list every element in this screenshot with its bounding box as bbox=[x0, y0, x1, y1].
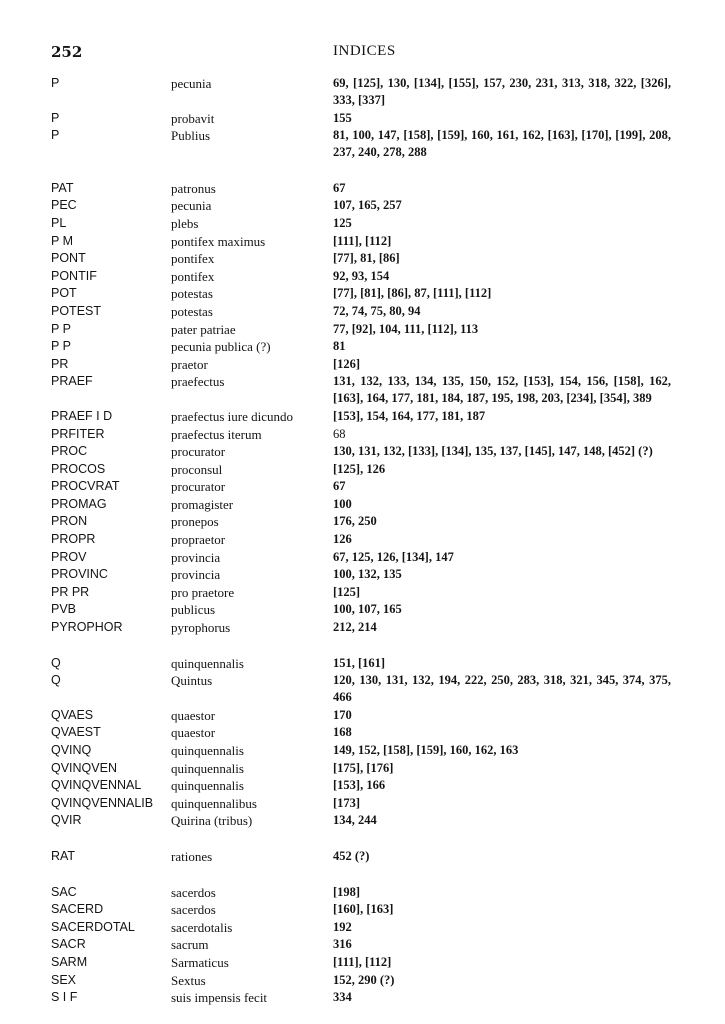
entry-expansion: patronus bbox=[171, 180, 216, 196]
entry-expansion: Sarmaticus bbox=[171, 954, 229, 970]
entry-abbreviation: PR bbox=[51, 356, 69, 371]
entry-expansion: praefectus iure dicundo bbox=[171, 408, 294, 424]
entry-expansion: pro praetore bbox=[171, 584, 235, 600]
entry-expansion: Sextus bbox=[171, 972, 206, 988]
entry-references: 151, [161] bbox=[333, 655, 386, 670]
entry-expansion: quinquennalis bbox=[171, 655, 244, 671]
entry-abbreviation: PRON bbox=[51, 514, 88, 529]
entry-references: 67 bbox=[333, 479, 346, 494]
entry-abbreviation: QVAEST bbox=[51, 725, 101, 740]
entry-expansion: quaestor bbox=[171, 725, 216, 741]
entry-expansion: pontifex maximus bbox=[171, 233, 266, 249]
entry-references: 131, 132, 133, 134, 135, 150, 152, [153], 154, 156, [158], 162, [163], 164, 177, 181, 184, 187, 195, 198, 203, [234], [354], 389 bbox=[333, 374, 671, 406]
entry-abbreviation: PROV bbox=[51, 549, 87, 564]
entry-abbreviation: PROCOS bbox=[51, 461, 106, 476]
index-entry bbox=[51, 707, 691, 724]
entry-abbreviation: QVINQVENNALIB bbox=[51, 795, 154, 810]
entry-abbreviation: POT bbox=[51, 286, 77, 301]
entry-abbreviation: SARM bbox=[51, 954, 88, 969]
index-entry bbox=[51, 408, 691, 425]
entry-expansion: praefectus bbox=[171, 374, 225, 390]
entry-expansion: pronepos bbox=[171, 514, 219, 530]
index-entry bbox=[51, 496, 691, 513]
index-entry bbox=[51, 549, 691, 566]
entry-expansion: procurator bbox=[171, 444, 226, 460]
entry-abbreviation: SAC bbox=[51, 884, 77, 899]
entry-abbreviation: QVIR bbox=[51, 813, 82, 828]
entry-abbreviation: POTEST bbox=[51, 303, 102, 318]
index-entry bbox=[51, 443, 691, 460]
entry-abbreviation: QVAES bbox=[51, 707, 94, 722]
section-gap bbox=[51, 830, 691, 848]
entry-abbreviation: PAT bbox=[51, 180, 74, 195]
entry-expansion: pontifex bbox=[171, 251, 215, 267]
entry-abbreviation: SEX bbox=[51, 972, 77, 987]
index-entry bbox=[51, 672, 691, 706]
entry-expansion: quinquennalis bbox=[171, 778, 244, 794]
entry-expansion: quinquennalibus bbox=[171, 795, 257, 811]
entry-references: 81, 100, 147, [158], [159], 160, 161, 162, [163], [170], [199], 208, 237, 240, 278, 288 bbox=[333, 128, 671, 160]
entry-abbreviation: QVINQVENNAL bbox=[51, 778, 142, 793]
entry-references: 170 bbox=[333, 707, 352, 722]
index-entry bbox=[51, 724, 691, 741]
entry-references: [77], [81], [86], 87, [111], [112] bbox=[333, 286, 492, 301]
entry-references: [126] bbox=[333, 356, 361, 371]
entry-expansion: suis impensis fecit bbox=[171, 990, 268, 1006]
entry-references: 81 bbox=[333, 339, 346, 354]
entry-references: 152, 290 (?) bbox=[333, 972, 395, 987]
index-entry bbox=[51, 760, 691, 777]
entry-abbreviation: Q bbox=[51, 673, 61, 688]
entry-references: [153], 154, 164, 177, 181, 187 bbox=[333, 408, 486, 423]
entry-expansion: promagister bbox=[171, 496, 234, 512]
index-entry bbox=[51, 531, 691, 548]
entry-expansion: pecunia publica (?) bbox=[171, 339, 271, 355]
entry-references: [153], 166 bbox=[333, 778, 386, 793]
index-entry bbox=[51, 426, 691, 443]
entry-references: 316 bbox=[333, 937, 352, 952]
index-entry bbox=[51, 954, 691, 971]
entry-references: 68 bbox=[333, 426, 346, 441]
entry-expansion: sacerdotalis bbox=[171, 919, 233, 935]
index-entry bbox=[51, 338, 691, 355]
entry-abbreviation: PRAEF I D bbox=[51, 408, 113, 423]
entry-references: [160], [163] bbox=[333, 902, 394, 917]
entry-references: 100, 107, 165 bbox=[333, 602, 402, 617]
entry-references: 69, [125], 130, [134], [155], 157, 230, 231, 313, 318, 322, [326], 333, [337] bbox=[333, 76, 671, 107]
index-entry bbox=[51, 848, 691, 865]
index-entry bbox=[51, 321, 691, 338]
entry-abbreviation: PONT bbox=[51, 251, 86, 266]
entry-abbreviation: P M bbox=[51, 233, 73, 248]
entry-abbreviation: Q bbox=[51, 655, 61, 670]
entry-abbreviation: PEC bbox=[51, 198, 77, 213]
index-table bbox=[51, 75, 691, 1007]
entry-expansion: propraetor bbox=[171, 532, 226, 548]
entry-expansion: pyrophorus bbox=[171, 620, 231, 636]
entry-abbreviation: PVB bbox=[51, 602, 77, 617]
page-header bbox=[51, 43, 691, 63]
entry-abbreviation: RAT bbox=[51, 848, 76, 863]
index-entry bbox=[51, 197, 691, 214]
entry-references: [173] bbox=[333, 795, 361, 810]
entry-expansion: publicus bbox=[171, 602, 216, 618]
index-entry bbox=[51, 461, 691, 478]
entry-expansion: sacerdos bbox=[171, 902, 216, 918]
entry-expansion: Quirina (tribus) bbox=[171, 813, 253, 829]
index-entry bbox=[51, 75, 691, 109]
entry-expansion: rationes bbox=[171, 848, 213, 864]
entry-abbreviation: QVINQ bbox=[51, 743, 92, 757]
entry-expansion: provincia bbox=[171, 567, 221, 583]
index-entry bbox=[51, 584, 691, 601]
entry-expansion: Publius bbox=[171, 128, 211, 144]
entry-references: [125] bbox=[333, 584, 361, 599]
index-entry bbox=[51, 513, 691, 530]
index-entry bbox=[51, 795, 691, 812]
entry-references: 134, 244 bbox=[333, 813, 377, 828]
index-entry bbox=[51, 742, 691, 759]
entry-expansion: potestas bbox=[171, 286, 213, 302]
index-entry bbox=[51, 180, 691, 197]
index-entry bbox=[51, 936, 691, 953]
entry-abbreviation: PROVINC bbox=[51, 567, 108, 582]
index-entry bbox=[51, 303, 691, 320]
index-entry bbox=[51, 478, 691, 495]
entry-expansion: pontifex bbox=[171, 268, 215, 284]
entry-abbreviation: PR PR bbox=[51, 584, 90, 599]
entry-expansion: pecunia bbox=[171, 76, 212, 91]
entry-references: 212, 214 bbox=[333, 620, 377, 635]
index-entry bbox=[51, 110, 691, 127]
entry-references: [77], 81, [86] bbox=[333, 251, 400, 266]
index-entry bbox=[51, 777, 691, 794]
page-number: 252 bbox=[51, 43, 83, 61]
index-entry bbox=[51, 285, 691, 302]
entry-references: 192 bbox=[333, 919, 352, 934]
entry-references: 125 bbox=[333, 215, 352, 230]
index-entry bbox=[51, 601, 691, 618]
entry-abbreviation: PRAEF bbox=[51, 374, 93, 389]
index-entry bbox=[51, 373, 691, 407]
entry-references: 126 bbox=[333, 532, 352, 547]
entry-references: 67, 125, 126, [134], 147 bbox=[333, 549, 454, 564]
index-entry bbox=[51, 884, 691, 901]
entry-expansion: sacrum bbox=[171, 937, 209, 953]
index-entry bbox=[51, 566, 691, 583]
entry-references: 72, 74, 75, 80, 94 bbox=[333, 303, 421, 318]
index-entry bbox=[51, 268, 691, 285]
index-entry bbox=[51, 127, 691, 161]
entry-references: 452 (?) bbox=[333, 848, 370, 863]
entry-references: 67 bbox=[333, 180, 346, 195]
index-entry bbox=[51, 215, 691, 232]
entry-abbreviation: PYROPHOR bbox=[51, 620, 123, 635]
entry-abbreviation: P P bbox=[51, 339, 71, 354]
entry-references: 120, 130, 131, 132, 194, 222, 250, 283, 318, 321, 345, 374, 375, 466 bbox=[333, 673, 671, 705]
entry-expansion: potestas bbox=[171, 303, 213, 319]
index-entry bbox=[51, 812, 691, 829]
section-gap bbox=[51, 637, 691, 655]
entry-abbreviation: SACERD bbox=[51, 902, 104, 917]
index-entry bbox=[51, 233, 691, 250]
entry-references: 100 bbox=[333, 496, 352, 511]
entry-expansion: praefectus iterum bbox=[171, 426, 262, 442]
entry-references: 334 bbox=[333, 990, 352, 1005]
entry-references: [198] bbox=[333, 884, 361, 899]
entry-expansion: quaestor bbox=[171, 707, 216, 723]
entry-references: [175], [176] bbox=[333, 760, 394, 775]
index-entry bbox=[51, 972, 691, 989]
entry-expansion: pecunia bbox=[171, 198, 212, 214]
entry-references: 107, 165, 257 bbox=[333, 198, 402, 213]
entry-references: 130, 131, 132, [133], [134], 135, 137, [145], 147, 148, [452] (?) bbox=[333, 444, 653, 459]
entry-references: 100, 132, 135 bbox=[333, 567, 402, 582]
entry-references: 77, [92], 104, 111, [112], 113 bbox=[333, 321, 479, 336]
entry-abbreviation: PROMAG bbox=[51, 496, 107, 511]
entry-references: 92, 93, 154 bbox=[333, 268, 390, 283]
entry-abbreviation: QVINQVEN bbox=[51, 760, 117, 775]
entry-expansion: procurator bbox=[171, 479, 226, 495]
entry-references: 155 bbox=[333, 110, 352, 125]
entry-references: [125], 126 bbox=[333, 461, 386, 476]
entry-references: [111], [112] bbox=[333, 954, 392, 969]
entry-expansion: plebs bbox=[171, 215, 199, 231]
entry-abbreviation: PROCVRAT bbox=[51, 479, 120, 494]
section-gap bbox=[51, 866, 691, 884]
entry-references: 176, 250 bbox=[333, 514, 377, 529]
entry-abbreviation: P bbox=[51, 110, 60, 125]
entry-abbreviation: PROC bbox=[51, 444, 88, 459]
entry-abbreviation: PONTIF bbox=[51, 268, 97, 283]
index-entry bbox=[51, 356, 691, 373]
entry-expansion: probavit bbox=[171, 110, 215, 126]
entry-expansion: pater patriae bbox=[171, 321, 236, 337]
entry-expansion: quinquennalis bbox=[171, 743, 244, 758]
index-entry bbox=[51, 655, 691, 672]
entry-abbreviation: PRFITER bbox=[51, 426, 105, 441]
index-entry bbox=[51, 250, 691, 267]
index-entry bbox=[51, 989, 691, 1006]
entry-abbreviation: P P bbox=[51, 321, 71, 336]
entry-expansion: sacerdos bbox=[171, 884, 216, 900]
entry-abbreviation: SACERDOTAL bbox=[51, 919, 135, 934]
entry-expansion: provincia bbox=[171, 549, 221, 565]
entry-expansion: proconsul bbox=[171, 461, 223, 477]
running-title: INDICES bbox=[333, 43, 396, 59]
entry-expansion: Quintus bbox=[171, 673, 213, 689]
entry-abbreviation: SACR bbox=[51, 937, 86, 952]
entry-expansion: quinquennalis bbox=[171, 760, 244, 776]
entry-abbreviation: PROPR bbox=[51, 532, 96, 547]
entry-references: 168 bbox=[333, 725, 352, 740]
index-entry bbox=[51, 919, 691, 936]
entry-references: 149, 152, [158], [159], 160, 162, 163 bbox=[333, 743, 519, 757]
entry-references: [111], [112] bbox=[333, 233, 392, 248]
index-entry bbox=[51, 619, 691, 636]
entry-expansion: praetor bbox=[171, 356, 208, 372]
section-gap bbox=[51, 162, 691, 180]
entry-abbreviation: S I F bbox=[51, 990, 78, 1005]
entry-abbreviation: P bbox=[51, 128, 60, 143]
entry-abbreviation: P bbox=[51, 76, 60, 90]
entry-abbreviation: PL bbox=[51, 215, 67, 230]
index-entry bbox=[51, 901, 691, 918]
